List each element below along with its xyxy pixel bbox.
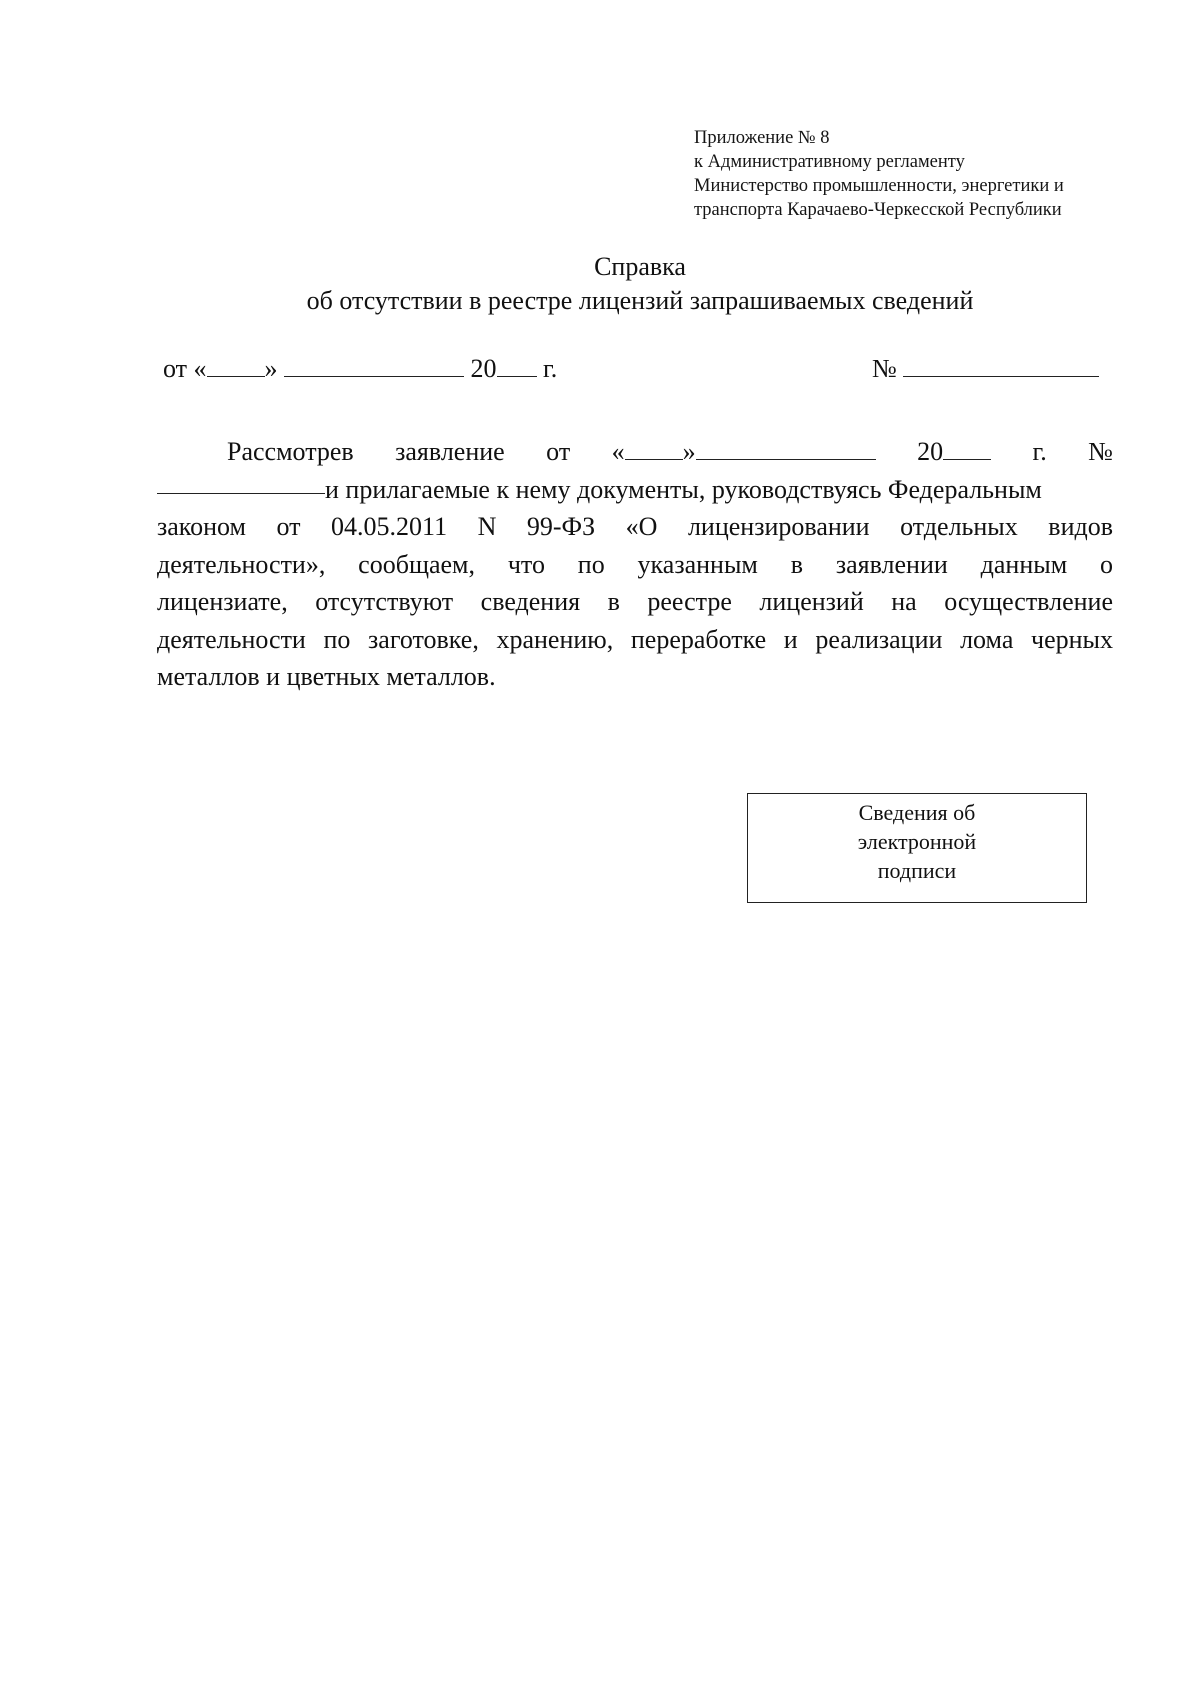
appendix-line-1: Приложение № 8 bbox=[694, 128, 830, 148]
signature-line-3: подписи bbox=[877, 858, 957, 883]
application-number-blank bbox=[157, 471, 325, 494]
body-line-4: деятельности», сообщаем, что по указанным в заявлении данным о bbox=[157, 549, 1113, 579]
date-line bbox=[163, 352, 557, 386]
body-word: г. bbox=[1032, 437, 1047, 466]
date-close-quote: » bbox=[264, 354, 278, 383]
month-blank bbox=[284, 354, 464, 377]
application-year: 20 bbox=[917, 433, 991, 471]
body-word: Рассмотрев bbox=[227, 437, 354, 466]
appendix-header bbox=[694, 126, 1134, 222]
number-blank bbox=[903, 354, 1099, 377]
year-prefix: 20 bbox=[470, 354, 497, 383]
number-sign: № bbox=[872, 354, 897, 383]
body-line-7: металлов и цветных металлов. bbox=[157, 662, 496, 691]
body-paragraph bbox=[157, 433, 1113, 696]
signature-line-1: Сведения об bbox=[858, 800, 976, 825]
body-line-1 bbox=[157, 433, 1113, 471]
document-title: Справка bbox=[594, 252, 686, 281]
application-date: « » bbox=[612, 433, 876, 471]
electronic-signature-box bbox=[747, 793, 1087, 903]
body-line-2: и прилагаемые к нему документы, руководствуясь Федеральным bbox=[157, 471, 1113, 509]
body-line-6: деятельности по заготовке, хранению, переработке и реализации лома черных bbox=[157, 624, 1113, 654]
year-suffix: г. bbox=[543, 354, 558, 383]
body-word: заявление bbox=[395, 437, 505, 466]
number-line bbox=[872, 352, 1099, 386]
body-word: от bbox=[546, 437, 571, 466]
appendix-line-4: транспорта Карачаево-Черкесской Республики bbox=[694, 200, 1062, 220]
appendix-line-2: к Административному регламенту bbox=[694, 152, 965, 172]
day-blank bbox=[207, 354, 265, 377]
year-blank bbox=[497, 354, 537, 377]
document-subtitle: об отсутствии в реестре лицензий запрашиваемых сведений bbox=[306, 286, 974, 315]
body-line-3: законом от 04.05.2011 N 99-ФЗ «О лицензировании отдельных видов bbox=[157, 512, 1113, 541]
signature-line-2: электронной bbox=[857, 829, 977, 854]
body-line-5: лицензиате, отсутствуют сведения в реестре лицензий на осуществление bbox=[157, 587, 1113, 616]
date-from-label: от « bbox=[163, 354, 207, 383]
body-word: № bbox=[1088, 437, 1113, 466]
appendix-line-3: Министерство промышленности, энергетики и bbox=[694, 176, 1064, 196]
